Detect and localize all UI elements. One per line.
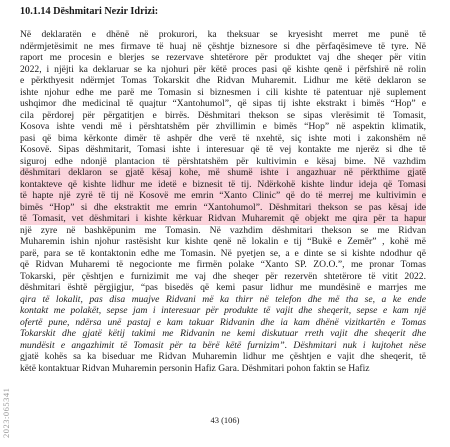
paragraph-line: gjatë kohës sa ka biseduar me Ridvan Muharemin lidhur me çështjen e vajit dhe sheqerit, të (20, 351, 426, 362)
side-stamp: 2023:065341 (1, 387, 11, 438)
paragraph-line: parë, para se të kontaktonin edhe me Tomasin. Në pyetjen se, a e dinte se si kishte ndodhur që (20, 247, 426, 259)
paragraph-line: raport me procesin e blerjes se rezervave shtetërore për produktet vaj dhe sheqer për vitin (20, 52, 426, 63)
page-number: 43 (106) (210, 415, 240, 425)
paragraph-line: që Ridvan Muharemi të negocionte me firmën polake “Xanto SP. ZO.O.”, me pronar Tomas (20, 259, 426, 270)
paragraph-line: ndërmjetësimit ne mes firmave të huaj në çështje biznesore si dhe përfaqësimeve të tyre. Në (20, 40, 426, 52)
paragraph-line: cila përdorej për përgatitjen e birrës. Dëshmitari thekson se sipas vlerësimit të Tomasit, (20, 109, 426, 121)
paragraph-line: siguroj edhe ndonjë plantacion të përshtatshëm për kultivimin e kësaj bime. Në vazhdim (20, 155, 426, 167)
section-heading: 10.1.14 Dëshmitari Nezir Idrizi: (20, 6, 159, 17)
paragraph-line: ushqimor dhe medicinal të quajtur “Xantohumol”, që sipas tij ishte ekstrakt i bimës “Hop” e (20, 98, 426, 109)
body-paragraph (20, 29, 426, 374)
paragraph-line: qira të lokalit, pas disa muajve Ridvani më ka thirr në telefon dhe më tha se, a ke ende (20, 293, 426, 305)
paragraph-line: bimës “Hop” si dhe ekstraktit me emrin “Xantohumol”. Dëshmitari thekson se pas kësaj ide (20, 201, 426, 213)
paragraph-line: ishte njohur edhe me parë me Tomasin si biznesmen i cili kishte të patentuar një suplement (20, 86, 426, 98)
paragraph-line: 2022, i njëjti ka deklaruar se ka njohuri për këtë proces pasi që kishte qenë i përfshirë në rolin (20, 63, 426, 75)
paragraph-line: Muharemin ishin njohur rastësisht kur kishte qenë në lokalin e tij “Bukë e Zemër” , kohë më (20, 236, 426, 247)
paragraph-line: të hapte një zyrë të tij në Kosovë me emrin “Xanto Clinic” që do të merrej me kultivimin e (20, 190, 426, 201)
paragraph-line: kontakt me polakët, sepse jam i interesuar për produkte të vajit dhe sheqerit, sepse e kam një (20, 305, 426, 316)
paragraph-line: kontakteve që kishte lidhur me idetë e biznesit të tij. Ndërkohë kishte lindur ideja që Tomasi (20, 178, 426, 190)
paragraph-line: të Tomasit, vet dëshmitari i kishte kërkuar Ridvan Muharemit që objekt me qira për ta hapur (20, 213, 426, 224)
paragraph-line: dëshmitari është përgjigjur, “pas bisedës që kemi pasur lidhur me mundësinë e marrjes me (20, 282, 426, 293)
paragraph-line: ofertë pune, ndërsa unë pastaj e kam takuar Ridvanin dhe ia kam dhënë vizitkartën e Tomas (20, 316, 426, 328)
paragraph-line: pasi që bima kërkonte dimër të ashpër dhe verë të nxehtë, siç ishte moti i zakonshëm në (20, 132, 426, 144)
paragraph-line: këtë kontaktuar Ridvan Muharemin personin Hafiz Gara. Dëshmitari pohon faktin se Hafiz (20, 362, 370, 374)
paragraph-line: Tokarski, për çështjen e furnizimit me vaj dhe sheqer për rezervën shtetërore të vitit 2022. (20, 270, 426, 282)
paragraph-line: dëshmitari deklaron se gjatë kësaj kohe, më shumë ishte i angazhuar në përkthime gjatë (20, 167, 426, 178)
paragraph-line: e përkthyesit ndërmjet Tomas Tokarskit dhe Ridvan Muharemit. Lidhur me këtë deklaron se (20, 75, 426, 86)
paragraph-line: Kosova ishte vendi më i përshtatshëm për zhvillimin e bimës “Hop” në aspektin klimatik, (20, 121, 426, 132)
paragraph-line: Tokarskit dhe gjatë këtij takimi me Ridvanin ne kemi diskutuar rreth vajit dhe sheqerit dhe (20, 328, 426, 339)
side-stamp-container (0, 330, 12, 440)
paragraph-line: mundësit e angazhimit të Tomasit për ta bërë këtë furnizim”. Dëshmitari nuk i kujtohet nëse (20, 339, 426, 351)
paragraph-line: Kosovë. Sipas dëshmitarit, Tomasi ishte i interesuar që të vej kontakte me njerëz si dhe të (20, 144, 426, 155)
paragraph-line: një zyre në bashkëpunim me Tomasin. Në vazhdim dëshmitari thekson se me Ridvan (20, 224, 426, 236)
paragraph-line: Në deklaratën e dhënë në prokurori, ka theksuar se kryesisht merret me punë të (20, 29, 426, 40)
